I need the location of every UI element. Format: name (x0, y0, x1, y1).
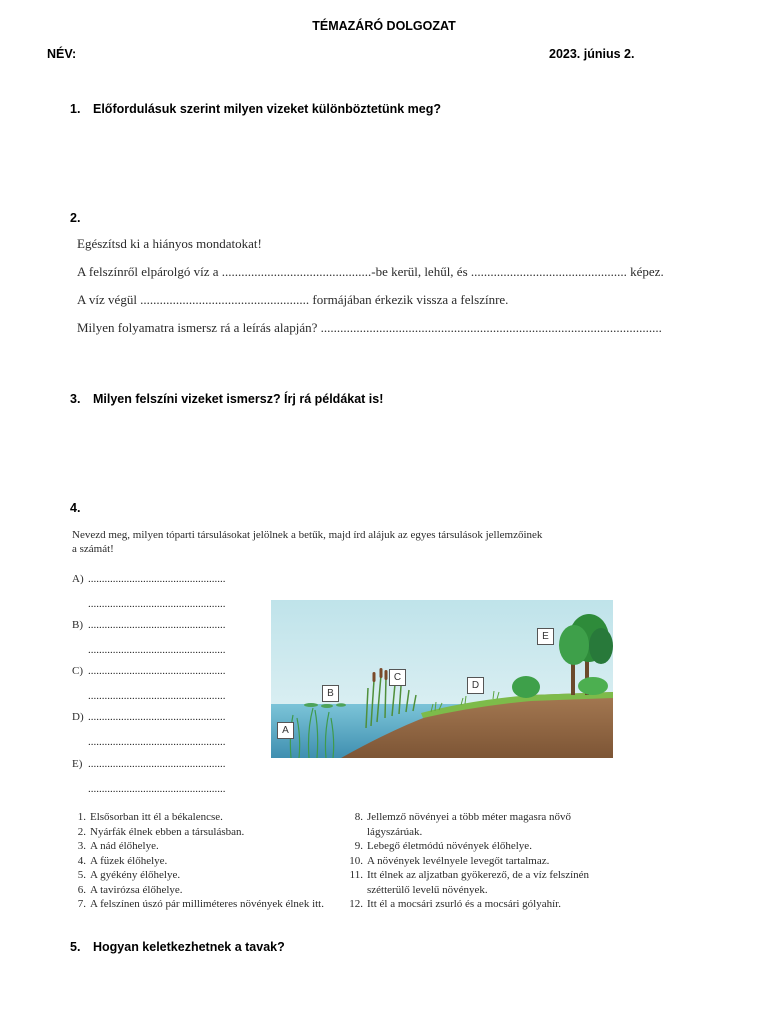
q2-line-1: A felszínről elpárolgó víz a ..............................................-be kerül, lehűl, és ................................................ képez. (77, 264, 664, 279)
q4-number: 4. (70, 501, 81, 515)
figure-label-b: B (322, 685, 339, 702)
figure-label-a: A (277, 722, 294, 739)
answer-a-line-1[interactable]: .................................................. (88, 573, 226, 585)
q2-line-2: A víz végül .................................................... formájában érkezik vissza a felszínre. (77, 292, 509, 307)
figure-label-e: E (537, 628, 554, 645)
answer-e-letter: E) (72, 758, 83, 770)
list-item: 8. Jellemző növényei a több méter magasra nővő lágyszárúak. (354, 811, 572, 838)
answer-c-line-2[interactable]: .................................................. (88, 689, 226, 702)
list-item: 7. A felszínen úszó pár milliméteres növények élnek itt. (77, 898, 324, 910)
characteristics-list-right (345, 810, 620, 912)
list-item: 3. A nád élőhelye. (77, 840, 159, 852)
figure-label-c: C (389, 669, 406, 686)
page-title: TÉMAZÁRÓ DOLGOZAT (312, 19, 456, 33)
q3-number: 3. (70, 392, 81, 406)
list-item: 5. A gyékény élőhelye. (77, 869, 181, 881)
list-item: 10. A növények levélnyele levegőt tartalmaz. (349, 854, 550, 867)
q1-number: 1. (70, 102, 81, 116)
answer-a-letter: A) (72, 573, 84, 585)
list-item: 2. Nyárfák élnek ebben a társulásban. (77, 825, 245, 838)
answer-a (72, 572, 226, 611)
list-item: 9. Lebegő életmódú növények élőhelye. (354, 840, 532, 852)
answer-b-letter: B) (72, 619, 83, 631)
answer-c-line-1[interactable]: .................................................. (88, 665, 226, 677)
q4-instruction-2: a számát! (72, 543, 114, 555)
characteristics-list-left (72, 810, 330, 912)
answer-e (72, 757, 226, 796)
figure-label-d: D (467, 677, 484, 694)
q2-number: 2. (70, 211, 81, 225)
answer-e-line-2[interactable]: .................................................. (88, 782, 226, 795)
answer-d (72, 710, 226, 749)
name-label: NÉV: (47, 47, 77, 61)
answer-d-letter: D) (72, 711, 84, 723)
q1-text: Előfordulásuk szerint milyen vizeket különböztetünk meg? (93, 102, 441, 116)
answer-c (72, 664, 226, 703)
q2-instruction: Egészítsd ki a hiányos mondatokat! (77, 236, 262, 251)
list-item: 4. A füzek élőhelye. (77, 854, 168, 867)
date-label: 2023. június 2. (549, 47, 635, 61)
answer-b-line-1[interactable]: .................................................. (88, 619, 226, 631)
answer-d-line-1[interactable]: .................................................. (88, 711, 226, 723)
q2-line-3: Milyen folyamatra ismersz rá a leírás alapján? ......................................................................................................... (77, 320, 662, 335)
answer-c-letter: C) (72, 665, 83, 677)
q5-number: 5. (70, 940, 81, 954)
q3-text: Milyen felszíni vizeket ismersz? Írj rá példákat is! (93, 392, 384, 406)
lakeshore-illustration (271, 600, 613, 758)
q4-instruction-1: Nevezd meg, milyen tóparti társulásokat jelölnek a betűk, majd írd alájuk az egyes társulások jellemzőinek (72, 529, 543, 541)
list-item: 1. Elsősorban itt él a békalencse. (77, 811, 223, 823)
answer-b (72, 618, 226, 657)
q5-text: Hogyan keletkezhetnek a tavak? (93, 940, 285, 954)
list-item: 12. Itt él a mocsári zsurló és a mocsári gólyahír. (349, 898, 561, 910)
list-item: 11. Itt élnek az aljzatban gyökerező, de a víz felszínén szétterülő levelű növények. (349, 869, 590, 896)
answer-a-line-2[interactable]: .................................................. (88, 597, 226, 610)
answer-b-line-2[interactable]: .................................................. (88, 643, 226, 656)
answer-d-line-2[interactable]: .................................................. (88, 735, 226, 748)
lakeshore-figure (271, 600, 613, 758)
answer-e-line-1[interactable]: .................................................. (88, 758, 226, 770)
list-item: 6. A tavirózsa élőhelye. (77, 883, 183, 896)
